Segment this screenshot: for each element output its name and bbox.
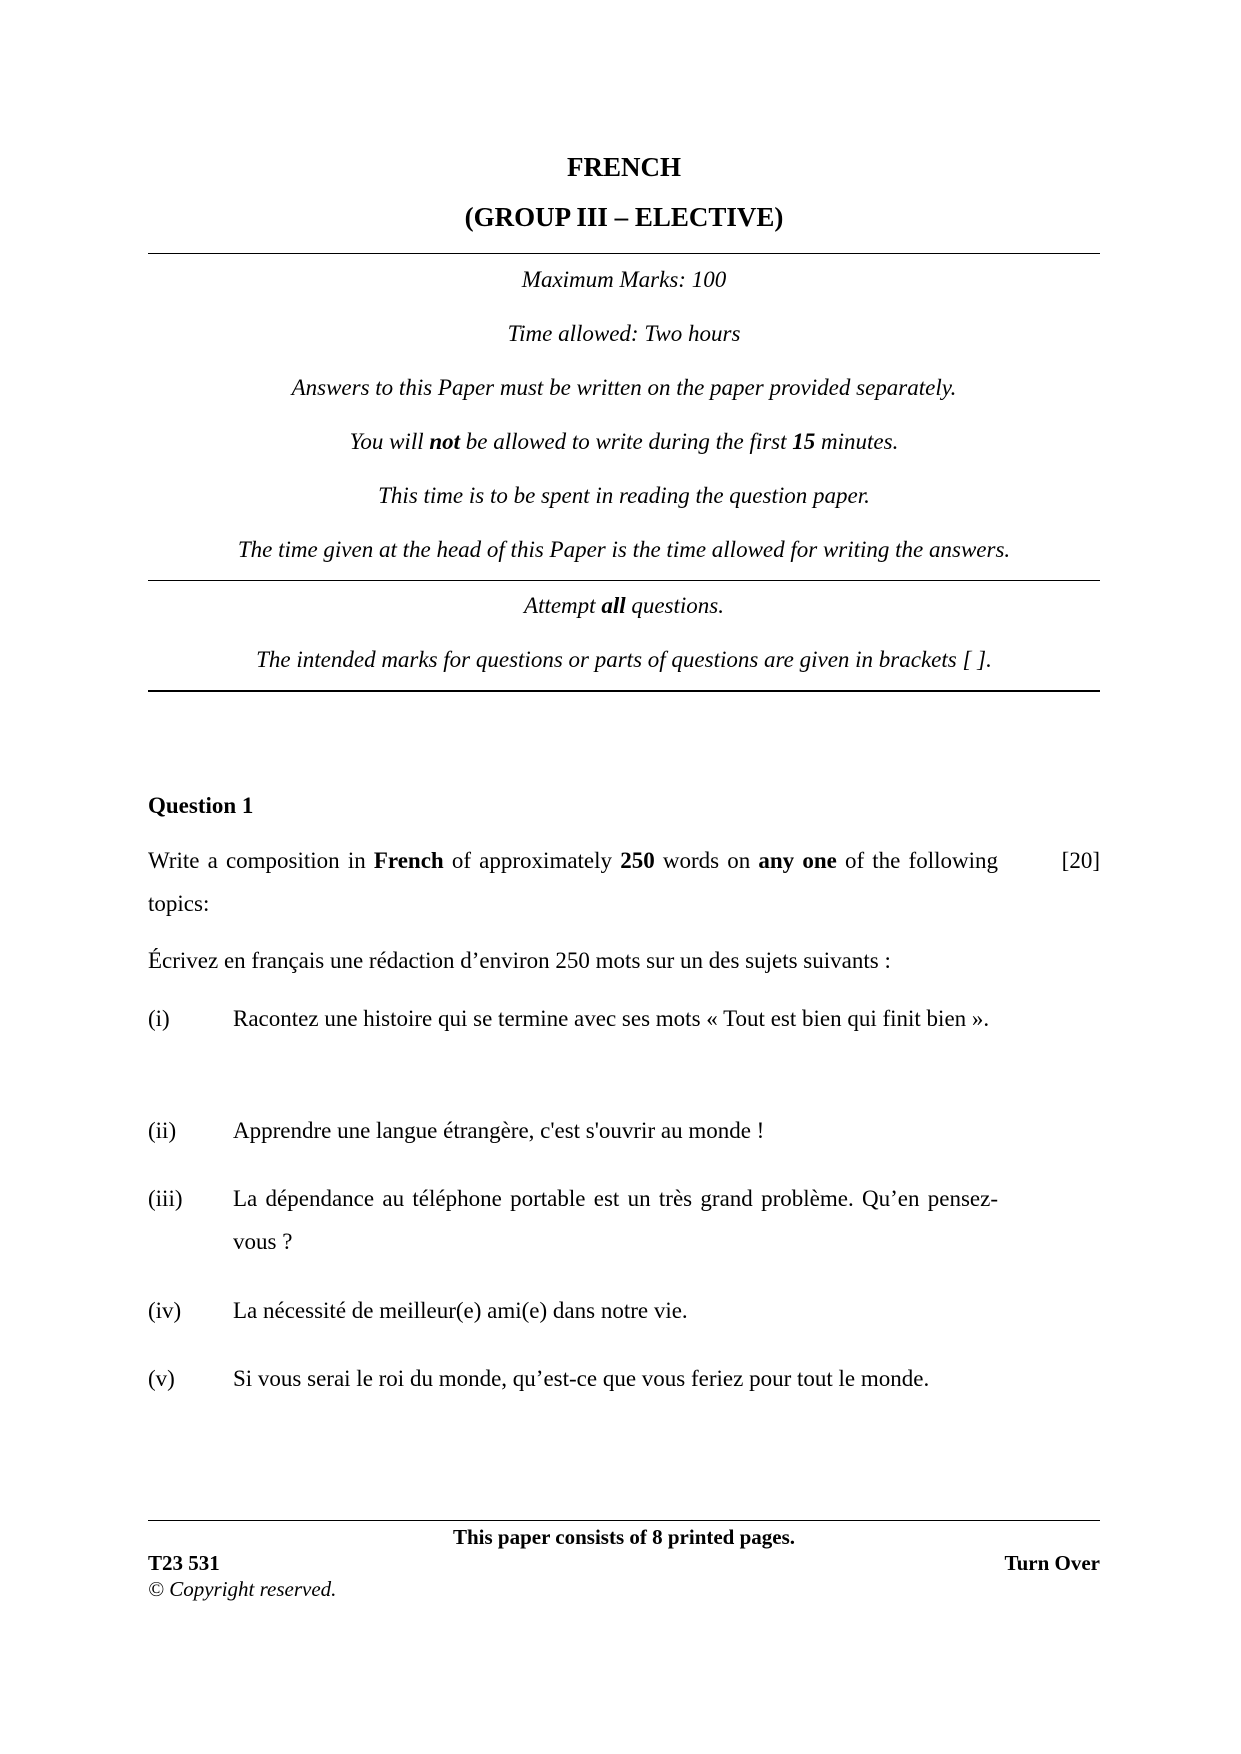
topic-number-4: (iv) [148, 1298, 182, 1323]
prompt-text-1: Write a composition in [148, 848, 374, 873]
question-marks: [20] [1061, 848, 1100, 873]
prompt-any-one: any one [758, 848, 837, 873]
topic-number-3: (iii) [148, 1186, 183, 1211]
topic-number-2: (ii) [148, 1118, 177, 1143]
subject-title: FRENCH [567, 152, 681, 182]
reading-time-instruction: This time is to be spent in reading the question paper. [378, 483, 870, 508]
copyright-notice: © Copyright reserved. [148, 1577, 337, 1601]
question-heading: Question 1 [148, 793, 254, 818]
group-title: (GROUP III – ELECTIVE) [464, 202, 784, 232]
composition-prompt [148, 839, 998, 925]
attempt-emphasis: all [601, 593, 626, 618]
french-prompt: Écrivez en français une rédaction d’environ 250 mots sur un des sujets suivants : [148, 948, 891, 973]
time-given-instruction: The time given at the head of this Paper is the time allowed for writing the answers. [237, 537, 1011, 562]
prompt-language: French [373, 848, 444, 873]
topic-text-1: Racontez une histoire qui se termine avec ses mots « Tout est bien qui finit bien ». [233, 1006, 990, 1031]
not-allowed-text-1: You will [349, 429, 430, 454]
not-allowed-emphasis: not [429, 429, 461, 454]
prompt-text-4: of the following topics: [148, 848, 998, 916]
footer-divider [148, 1520, 1100, 1521]
prompt-word-count: 250 [620, 848, 655, 873]
turn-over-label: Turn Over [1004, 1551, 1100, 1575]
prompt-text-2: of approximately [443, 848, 621, 873]
pages-note: This paper consists of 8 printed pages. [452, 1525, 796, 1549]
topic-text-5: Si vous serai le roi du monde, qu’est-ce que vous feriez pour tout le monde. [233, 1366, 930, 1391]
time-allowed: Time allowed: Two hours [507, 321, 741, 346]
intended-marks-instruction: The intended marks for questions or parts of questions are given in brackets [ ]. [256, 647, 992, 672]
answers-instruction: Answers to this Paper must be written on the paper provided separately. [291, 375, 957, 400]
not-allowed-minutes: 15 [792, 429, 816, 454]
max-marks: Maximum Marks: 100 [521, 267, 727, 292]
topic-text-3: La dépendance au téléphone portable est un très grand problème. Qu’en pensez-vous ? [233, 1186, 998, 1254]
not-allowed-text-2: be allowed to write during the first [460, 429, 793, 454]
paper-code: T23 531 [148, 1551, 220, 1575]
topic-text-4: La nécessité de meilleur(e) ami(e) dans notre vie. [233, 1298, 688, 1323]
attempt-text-1: Attempt [524, 593, 602, 618]
header-divider [148, 253, 1100, 254]
instructions-end-divider [148, 690, 1100, 692]
not-allowed-text-3: minutes. [815, 429, 899, 454]
instructions-divider [148, 580, 1100, 581]
attempt-text-2: questions. [625, 593, 724, 618]
attempt-instruction [148, 591, 1100, 621]
topic-text-2: Apprendre une langue étrangère, c'est s'ouvrir au monde ! [233, 1118, 765, 1143]
topic-number-5: (v) [148, 1366, 175, 1391]
not-allowed-instruction [148, 427, 1100, 457]
prompt-text-3: words on [654, 848, 759, 873]
topic-number-1: (i) [148, 1006, 170, 1031]
